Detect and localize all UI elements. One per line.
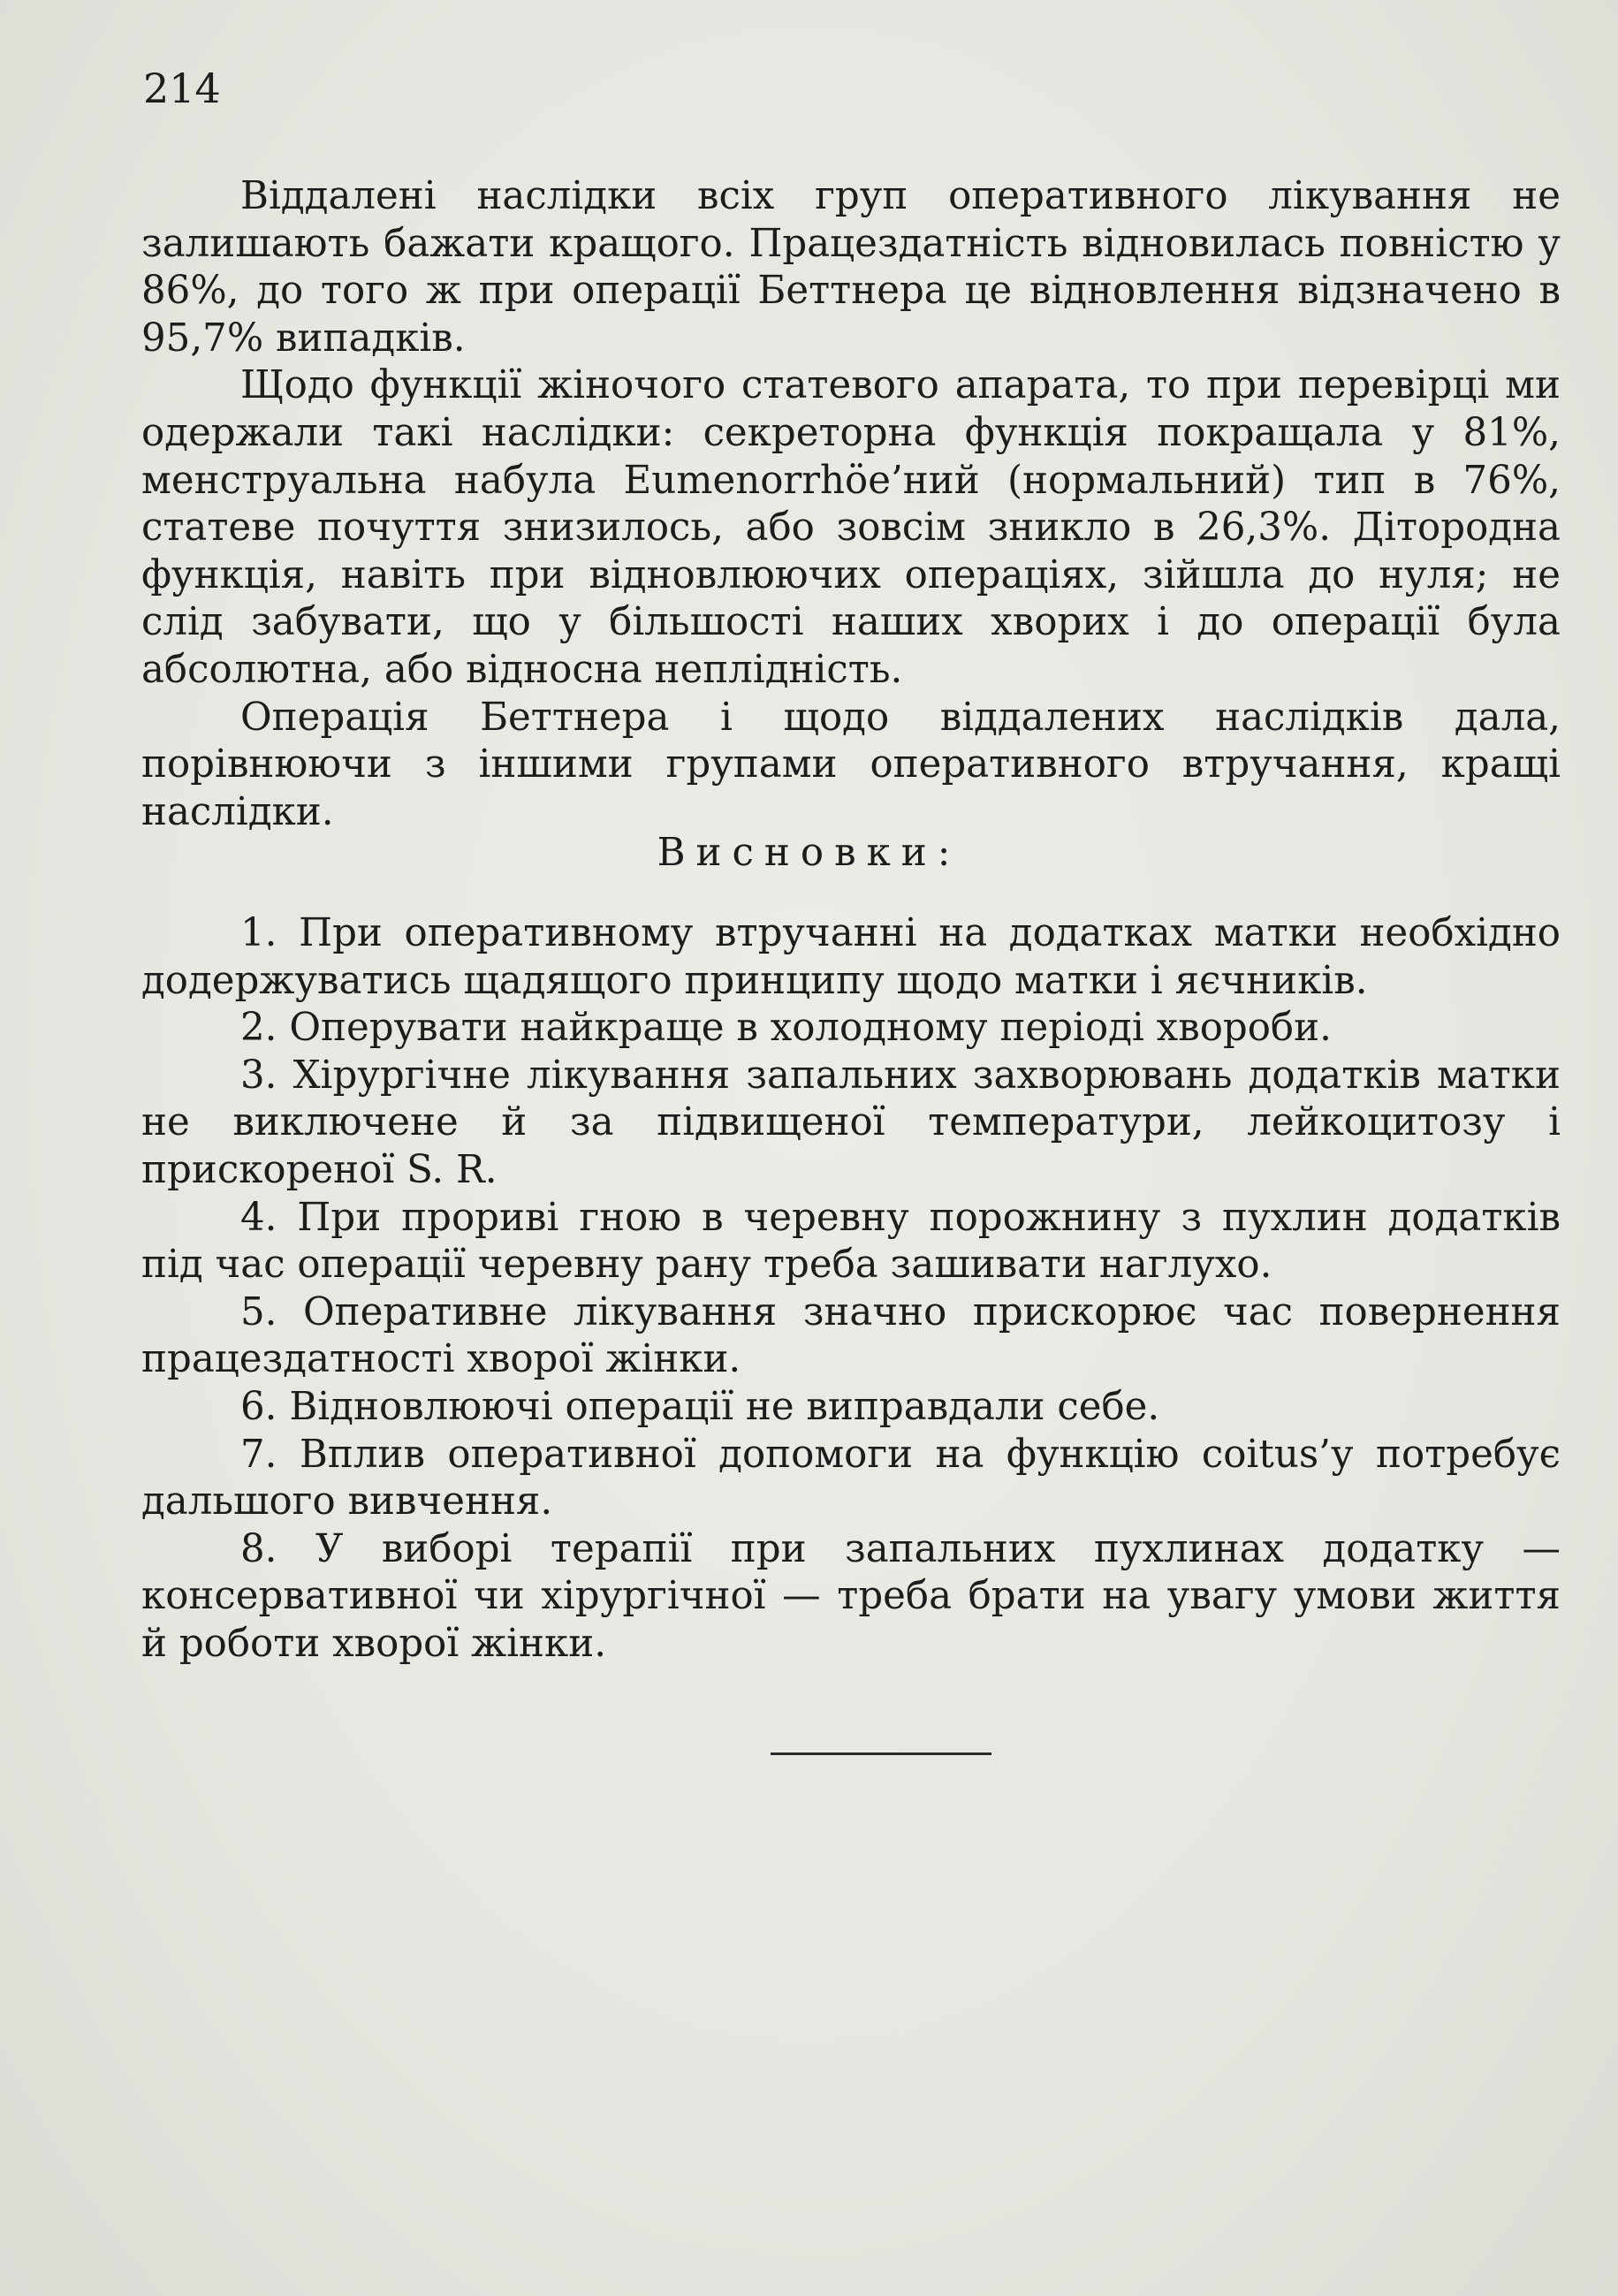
body-text: [141, 173, 1561, 836]
page-number: 214: [143, 65, 221, 112]
conclusion-item: 7. Вплив оперативної допомоги на функцію coitus’у потребує дальшого вивчення.: [141, 1432, 1561, 1524]
paragraph-long-term-results: Віддалені наслідки всіх груп оперативного лікування не залишають бажати кращого. Працездатність відновилась повністю у 86%, до того ж при операції Беттнера це відновлення відзначено в 95,7% випадків.: [141, 174, 1561, 361]
end-rule: [771, 1752, 991, 1755]
conclusions-list: [141, 910, 1561, 1669]
conclusion-item: 5. Оперативне лікування значно прискорює час повернення працездатності хворої жінки.: [141, 1289, 1561, 1382]
conclusion-item: 4. При прориві гною в черевну порожнину з пухлин додатків під час операції черевну рану треба зашивати наглухо.: [141, 1195, 1561, 1288]
conclusion-item: 3. Хірургічне лікування запальних захворювань додатків матки не виключене й за підвищеної температури, лейкоцитозу і прискореної S. R.: [141, 1053, 1561, 1192]
paragraph-bettner-operation: Операція Беттнера і щодо віддалених наслідків дала, порівнюючи з іншими групами оперативного втручання, кращі наслідки.: [141, 695, 1561, 834]
conclusions-heading: Висновки:: [657, 831, 961, 875]
conclusion-item: 6. Відновлюючі операції не виправдали себе.: [240, 1384, 1160, 1429]
conclusion-item: 1. При оперативному втручанні на додатках матки необхідно додержуватись щадящого принципу щодо матки і яєчників.: [141, 911, 1561, 1003]
conclusion-item: 2. Оперувати найкраще в холодному періоді хвороби.: [240, 1006, 1332, 1051]
conclusion-item: 8. У виборі терапії при запальних пухлинах додатку — консервативної чи хірургічної — треба брати на увагу умови життя й роботи хворої жінки.: [141, 1526, 1561, 1666]
paragraph-reproductive-function: Щодо функції жіночого статевого апарата, то при перевірці ми одержали такі наслідки: секреторна функція покращала у 81%, менструальна набула Eumenorrhöe’ний (нормальний) тип в 76%, статеве почуття знизилось, або зовсім зникло в 26,3%. Дітородна функція, навіть при відновлюючих операціях, зійшла до нуля; не слід забувати, що у більшості наших хворих і до операції була абсолютна, або відносна неплідність.: [141, 363, 1561, 692]
